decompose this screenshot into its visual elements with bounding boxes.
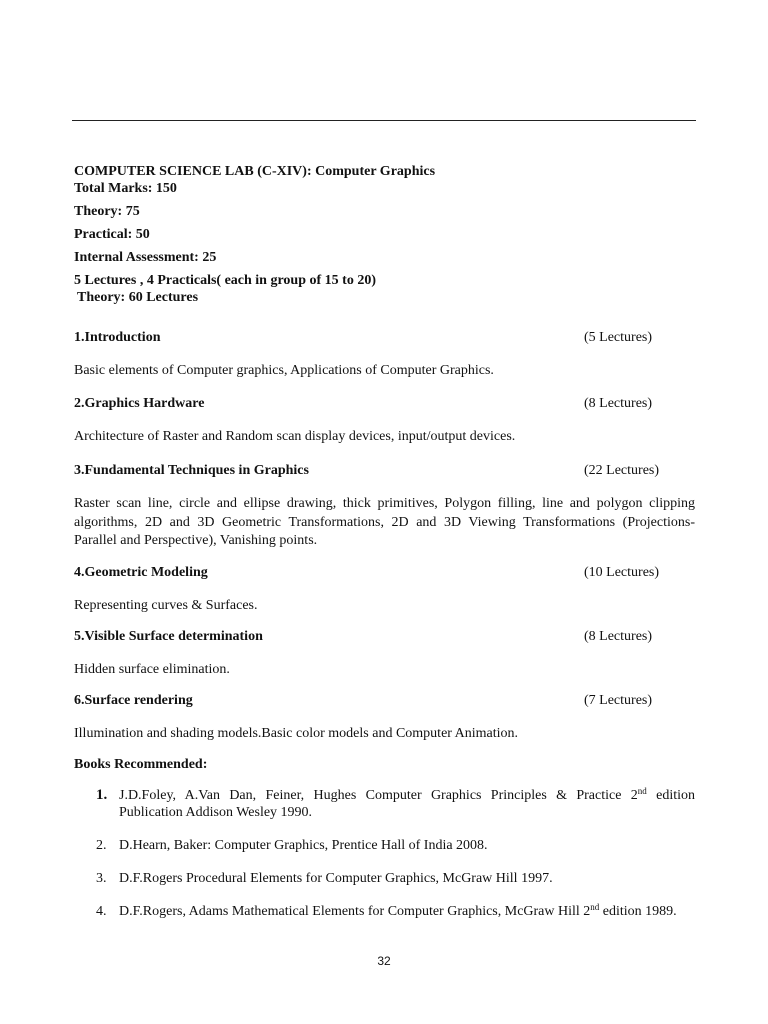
section-body: Representing curves & Surfaces.	[74, 597, 258, 613]
book-text: J.D.Foley, A.Van Dan, Feiner, Hughes Computer Graphics Principles & Practice 2nd edition Publication Addison Wesley 1990.	[119, 785, 695, 820]
section-heading-geometric-modeling	[74, 564, 695, 581]
header-rule	[72, 120, 696, 121]
section-title: 6.Surface rendering	[74, 692, 193, 708]
section-lectures: (10 Lectures)	[584, 564, 660, 580]
section-title: 5.Visible Surface determination	[74, 628, 263, 644]
section-title: 3.Fundamental Techniques in Graphics	[74, 463, 309, 478]
section-body: Hidden surface elimination.	[74, 661, 230, 677]
section-body: Basic elements of Computer graphics, Applications of Computer Graphics.	[74, 363, 494, 378]
section-body: Illumination and shading models.Basic color models and Computer Animation.	[74, 725, 519, 741]
lectures-info: 5 Lectures , 4 Practicals( each in group of 15 to 20)	[74, 273, 376, 288]
section-lectures: (7 Lectures)	[584, 692, 653, 708]
book-item	[74, 837, 695, 854]
section-heading-introduction	[74, 329, 695, 346]
section-body: Raster scan line, circle and ellipse drawing, thick primitives, Polygon filling, line and polygon clipping algorithms, 2D and 3D Geometric Transformations, 2D and 3D Viewing Transformations (Projections- Parallel and Perspective), Vanishing points.	[74, 496, 695, 548]
section-heading-graphics-hardware	[74, 395, 695, 412]
book-number: 1.	[96, 786, 108, 803]
internal-assessment: Internal Assessment: 25	[74, 250, 217, 265]
book-number: 2.	[96, 837, 107, 853]
book-item	[74, 870, 695, 887]
book-text: D.Hearn, Baker: Computer Graphics, Prentice Hall of India 2008.	[119, 837, 488, 853]
section-lectures: (8 Lectures)	[584, 628, 653, 644]
book-item	[74, 787, 695, 821]
section-lectures: (22 Lectures)	[584, 463, 660, 478]
course-title: COMPUTER SCIENCE LAB (C-XIV): Computer Graphics	[74, 164, 436, 179]
theory-lectures: Theory: 60 Lectures	[77, 290, 199, 305]
books-list	[74, 787, 695, 920]
section-title: 2.Graphics Hardware	[74, 396, 205, 411]
theory-marks: Theory: 75	[74, 204, 140, 219]
course-header	[74, 163, 695, 306]
book-number: 4.	[96, 903, 107, 919]
section-heading-fundamental-techniques	[74, 462, 695, 479]
syllabus-content	[74, 163, 695, 920]
book-text: D.F.Rogers, Adams Mathematical Elements for Computer Graphics, McGraw Hill 2nd edition 1989.	[119, 901, 677, 919]
section-body: Architecture of Raster and Random scan display devices, input/output devices.	[74, 429, 516, 444]
section-title: 1.Introduction	[74, 330, 161, 345]
section-lectures: (5 Lectures)	[584, 330, 653, 345]
section-heading-visible-surface	[74, 628, 695, 645]
book-number: 3.	[96, 870, 107, 886]
book-text: D.F.Rogers Procedural Elements for Computer Graphics, McGraw Hill 1997.	[119, 870, 553, 886]
page-number: 32	[377, 954, 391, 968]
total-marks: Total Marks: 150	[74, 181, 177, 196]
section-title: 4.Geometric Modeling	[74, 564, 208, 580]
book-item	[74, 903, 695, 920]
section-heading-surface-rendering	[74, 692, 695, 709]
practical-marks: Practical: 50	[74, 227, 150, 242]
section-lectures: (8 Lectures)	[584, 396, 653, 411]
books-heading: Books Recommended:	[74, 756, 208, 772]
